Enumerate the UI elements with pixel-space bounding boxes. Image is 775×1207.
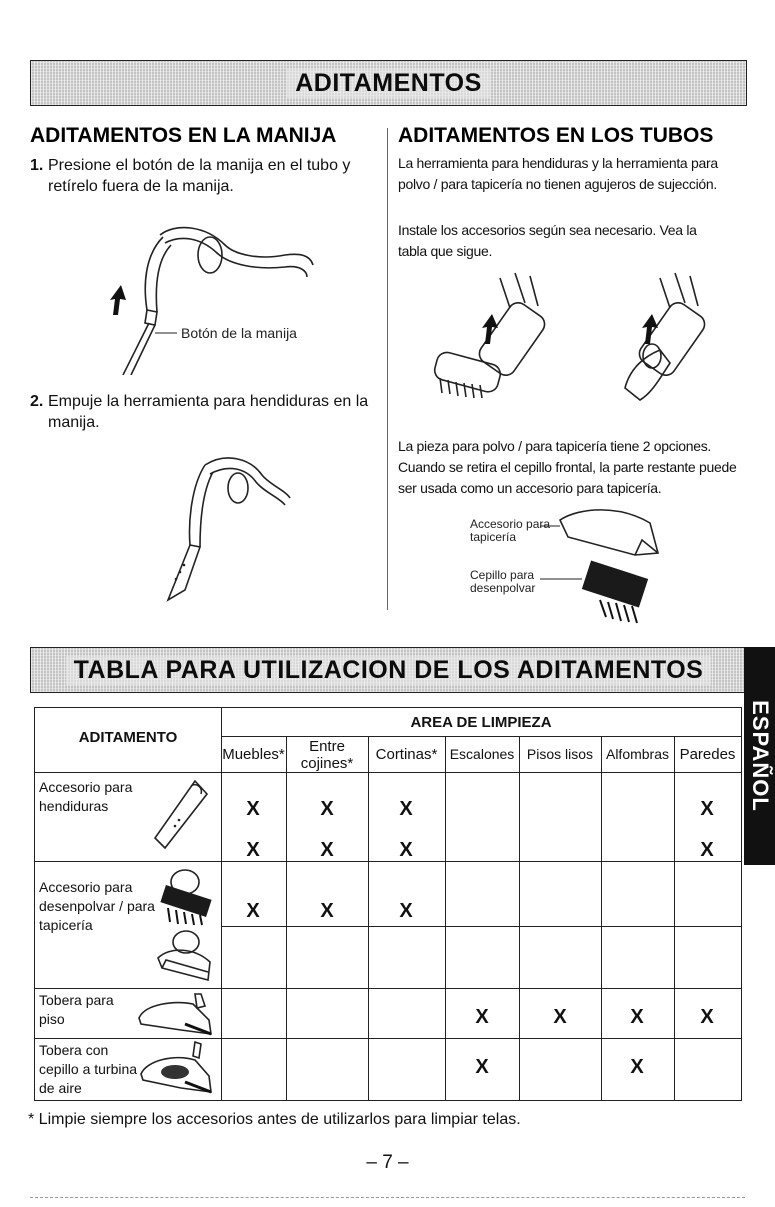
- upholstery-tool-icon: [150, 928, 216, 986]
- upholstery-callout: Accesorio para tapicería: [470, 517, 551, 544]
- brush-callout: Cepillo para desenpolvar: [470, 568, 536, 595]
- usage-mark: X: [320, 900, 334, 922]
- usage-mark: X: [700, 1006, 714, 1028]
- dusting-brush-icon: [150, 864, 216, 926]
- col-header-paredes: Paredes: [679, 746, 736, 763]
- usage-mark: X: [475, 1006, 489, 1028]
- banner-title: ADITAMENTOS: [287, 69, 490, 98]
- usage-mark: X: [553, 1006, 567, 1028]
- brush-options-illustration: [540, 505, 680, 625]
- usage-mark: X: [700, 839, 714, 861]
- handle-button-callout: Botón de la manija: [181, 325, 297, 341]
- crevice-tool-icon: [145, 776, 211, 856]
- step-1-number: 1.: [30, 157, 44, 174]
- bottom-rule: [30, 1197, 745, 1199]
- usage-mark: X: [399, 839, 413, 861]
- step-2-text: Empuje la herramienta para hendiduras en la manija.: [48, 393, 369, 431]
- step-2-number: 2.: [30, 393, 44, 410]
- col-header-muebles: Muebles*: [222, 746, 285, 763]
- attachment-usage-table: [34, 707, 742, 1101]
- usage-mark: X: [399, 900, 413, 922]
- page-number: – 7 –: [366, 1152, 409, 1173]
- usage-mark: X: [630, 1006, 644, 1028]
- footnote: * Limpie siempre los accesorios antes de utilizarlos para limpiar telas.: [28, 1111, 521, 1128]
- handle-release-illustration: [85, 215, 345, 375]
- right-heading: ADITAMENTOS EN LOS TUBOS: [398, 124, 714, 147]
- row-label-floor-nozzle: Tobera para piso: [39, 992, 114, 1027]
- table-banner: [30, 647, 747, 693]
- language-tab: [744, 647, 775, 865]
- right-paragraph-2: Instale los accesorios según sea necesario. Vea la tabla que sigue.: [398, 222, 697, 259]
- row-label-crevice: Accesorio para hendiduras: [39, 779, 133, 814]
- usage-mark: X: [320, 798, 334, 820]
- turbine-brush-icon: [135, 1040, 219, 1100]
- right-paragraph-1: La herramienta para hendiduras y la herramienta para polvo / para tapicería no tienen agujeros de sujección.: [398, 155, 718, 192]
- col-header-entre-cojines: Entre cojines*: [300, 738, 354, 772]
- usage-mark: X: [320, 839, 334, 861]
- left-heading: ADITAMENTOS EN LA MANIJA: [30, 124, 337, 147]
- cleaning-area-header: AREA DE LIMPIEZA: [410, 714, 552, 731]
- right-paragraph-3: La pieza para polvo / para tapicería tiene 2 opciones. Cuando se retira el cepillo frontal, la parte restante puede ser usada como un accesorio para tapicería.: [398, 438, 737, 496]
- table-banner-title: TABLA PARA UTILIZACION DE LOS ADITAMENTOS: [66, 656, 712, 685]
- floor-nozzle-icon: [135, 990, 219, 1038]
- usage-mark: X: [246, 900, 260, 922]
- tube-attachment-illustration: [420, 268, 740, 428]
- row-label-dusting: Accesorio para desenpolvar / para tapicería: [39, 879, 155, 933]
- attachment-column-header: ADITAMENTO: [78, 729, 178, 746]
- usage-mark: X: [399, 798, 413, 820]
- col-header-pisos-lisos: Pisos lisos: [526, 746, 594, 762]
- col-header-alfombras: Alfombras: [605, 746, 670, 762]
- column-divider: [387, 128, 388, 610]
- language-tab-label: ESPAÑOL: [747, 700, 773, 812]
- col-header-escalones: Escalones: [449, 746, 515, 762]
- usage-mark: X: [630, 1056, 644, 1078]
- usage-mark: X: [475, 1056, 489, 1078]
- crevice-insert-illustration: [110, 450, 310, 610]
- row-label-turbine: Tobera con cepillo a turbina de aire: [39, 1042, 138, 1096]
- usage-mark: X: [700, 798, 714, 820]
- step-1-text: Presione el botón de la manija en el tubo y retírelo fuera de la manija.: [48, 157, 351, 195]
- usage-mark: X: [246, 798, 260, 820]
- col-header-cortinas: Cortinas*: [375, 746, 438, 763]
- usage-mark: X: [246, 839, 260, 861]
- section-banner: [30, 60, 747, 106]
